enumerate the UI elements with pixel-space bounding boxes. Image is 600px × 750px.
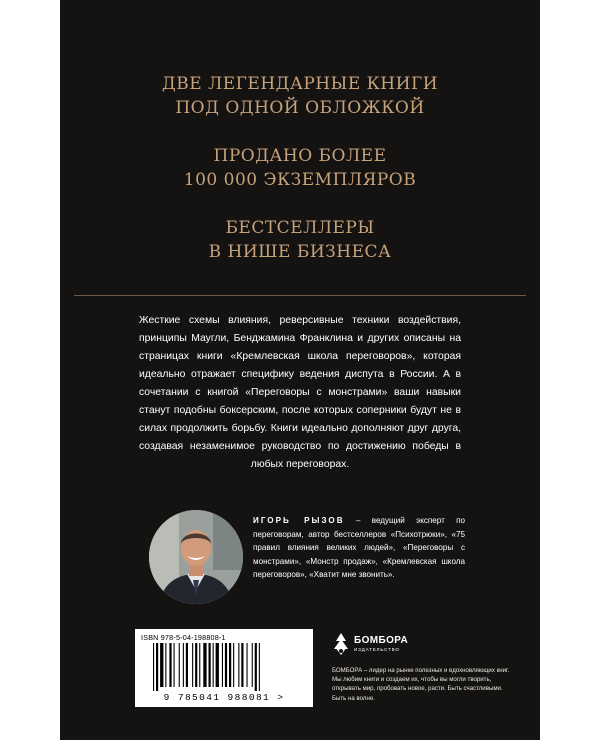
publisher-brand (332, 632, 472, 660)
headline-bestsellers (60, 216, 540, 264)
barcode-bars-icon (139, 643, 309, 691)
headline-line: БЕСТСЕЛЛЕРЫ (225, 218, 375, 238)
book-description: Жесткие схемы влияния, реверсивные техники воздействия, принципы Маугли, Бенджамина Франклина и других описаны на страницах книги «Кремлевская школа переговоров», которая идеально отражает специфику ведения диспута в России. А в сочетании с книгой «Переговоры с монстрами» ваши навыки станут подобны боксерским, после которых соперники будут не в силах продолжить борьбу. Книги идеально дополняют друг друга, создавая незаменимое руководство по достижению победы в любых переговорах. (139, 315, 461, 470)
author-portrait-icon (149, 510, 243, 604)
headline-two-books (60, 72, 540, 120)
headline-line: ПОД ОДНОЙ ОБЛОЖКОЙ (175, 98, 425, 118)
author-photo (149, 510, 243, 604)
headline-line: ПРОДАНО БОЛЕЕ (213, 146, 387, 166)
bombora-logo-icon (332, 632, 350, 656)
publisher-description: БОМБОРА – лидер на рынке полезных и вдохновляющих книг. Мы любим книги и создаем их, чтобы вы могли творить, открывать мир, пробовать новое, расти. Быть счастливыми. Быть на волне. (332, 667, 510, 702)
headline-copies-sold (60, 144, 540, 192)
isbn-text: ISBN 978-5-04-198808-1 (141, 633, 226, 642)
headline-line: 100 000 ЭКЗЕМПЛЯРОВ (183, 170, 417, 190)
headline-line: В НИШЕ БИЗНЕСА (208, 242, 392, 262)
author-bio-text: – ведущий эксперт по переговорам, автор бестселлеров «Психотрюки», «75 правил влияния великих людей», «Переговоры с монстрами», «Монстр продаж», «Кремлевская школа переговоров», «Хватит мне звонить». (253, 516, 465, 579)
headline-line: ДВЕ ЛЕГЕНДАРНЫЕ КНИГИ (161, 74, 439, 94)
divider (74, 295, 526, 296)
publisher-name: БОМБОРА (354, 635, 409, 646)
barcode-number: 9 785041 988081 > (163, 692, 285, 703)
author-name: ИГОРЬ РЫЗОВ (253, 516, 345, 525)
author-bio (253, 514, 465, 582)
book-back-cover (60, 0, 540, 740)
publisher-subtitle: ИЗДАТЕЛЬСТВО (354, 647, 400, 652)
barcode (135, 629, 313, 707)
headlines (60, 72, 540, 288)
